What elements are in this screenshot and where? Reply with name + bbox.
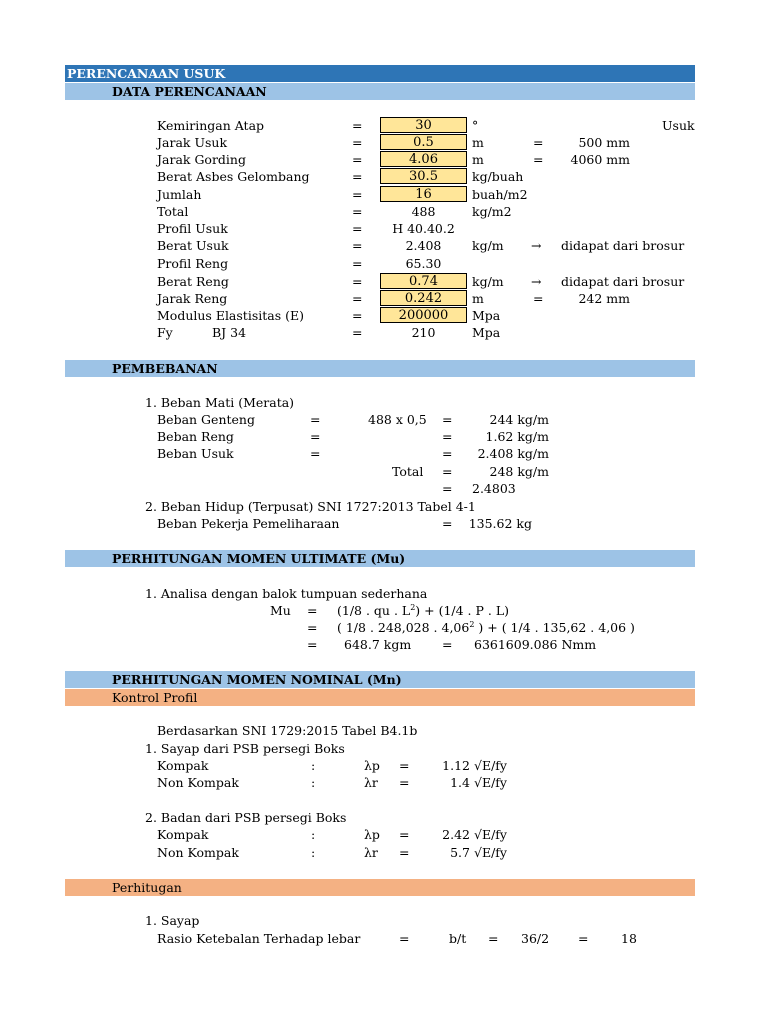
sqrt-efy: √E/fy [474,845,507,860]
value: 2.408 kg/m [477,446,549,461]
lambda-r: λr [364,845,378,860]
equals: = [352,135,363,150]
label: Berat Asbes Gelombang [157,169,310,184]
unit: kg/m [472,238,504,253]
equals: = [442,516,453,531]
equals: = [352,274,363,289]
berat-asbes-input[interactable]: 30.5 [380,168,467,184]
value: 1.4 [450,775,470,790]
equals: = [578,931,589,946]
label: Profil Usuk [157,221,228,236]
unit: kg/buah [472,169,524,184]
sayap-title: 1. Sayap dari PSB persegi Boks [145,741,345,756]
arrow-icon: → [531,274,542,289]
sqrt-efy: √E/fy [474,775,507,790]
total-label: Total [392,464,424,479]
value: 2.4803 [472,481,516,496]
conv: 500 mm [578,135,630,150]
equals: = [442,464,453,479]
label: Jarak Gording [157,152,246,167]
conv: 242 mm [578,291,630,306]
sayap-heading: 1. Sayap [145,913,200,928]
main-title-band [65,65,695,82]
label: Berat Usuk [157,238,229,253]
equals: = [533,152,544,167]
label: Jumlah [157,187,202,202]
equals: = [533,135,544,150]
label: Beban Usuk [157,446,234,461]
label: Beban Genteng [157,412,255,427]
equals: = [352,118,363,133]
mu-label: Mu [270,603,291,618]
analisa-title: 1. Analisa dengan balok tumpuan sederhana [145,586,428,601]
modulus-input[interactable]: 200000 [380,307,467,323]
berdasarkan-text: Berdasarkan SNI 1729:2015 Tabel B4.1b [157,723,418,738]
label: Jarak Usuk [157,135,228,150]
equals: = [352,169,363,184]
colon: : [311,845,316,860]
equals: = [352,204,363,219]
unit: kg/m [472,274,504,289]
sqrt-efy: √E/fy [474,758,507,773]
momen-ultimate-band [65,550,695,567]
usuk-label: Usuk [662,118,695,133]
label: Jarak Reng [157,291,228,306]
unit: Mpa [472,308,501,323]
value: 488 [411,204,436,219]
label: Fy [157,325,173,340]
value: 1.62 kg/m [485,429,549,444]
equals: = [307,637,318,652]
main-title: PERENCANAAN USUK [67,66,226,81]
equals: = [352,325,363,340]
label: Total [157,204,189,219]
equals: = [310,412,321,427]
data-perencanaan-band [65,83,695,100]
equals: = [399,827,410,842]
equals: = [352,221,363,236]
label: Beban Reng [157,429,234,444]
colon: : [311,827,316,842]
equals: = [399,775,410,790]
value: 1.12 [442,758,470,773]
unit: buah/m2 [472,187,528,202]
equals: = [488,931,499,946]
value: 2.408 [405,238,442,253]
conv: 4060 mm [570,152,630,167]
equals: = [352,308,363,323]
value: 135.62 kg [468,516,532,531]
label: Kemiringan Atap [157,118,265,133]
pembebanan-heading: PEMBEBANAN [112,361,218,376]
result: 18 [621,931,637,946]
equals: = [310,446,321,461]
unit: m [472,135,484,150]
unit: m [472,291,484,306]
value: 248 kg/m [489,464,549,479]
equals: = [442,429,453,444]
jumlah-input[interactable]: 16 [380,186,467,202]
pembebanan-band [65,360,695,377]
equals: = [442,481,453,496]
beban-mati-title: 1. Beban Mati (Merata) [145,395,295,410]
momen-nominal-band [65,671,695,688]
perhitungan-band [65,879,695,896]
equals: = [442,412,453,427]
label: Beban Pekerja Pemeliharaan [157,516,340,531]
bt: b/t [449,931,467,946]
colon: : [311,775,316,790]
value: 210 [411,325,436,340]
colon: : [311,758,316,773]
kemiringan-input[interactable]: 30 [380,117,467,133]
unit: kg/m2 [472,204,512,219]
unit: ° [472,118,479,133]
berat-reng-input[interactable]: 0.74 [380,273,467,289]
equals: = [307,603,318,618]
equals: = [352,187,363,202]
beban-hidup-title: 2. Beban Hidup (Terpusat) SNI 1727:2013 Tabel 4-1 [145,499,476,514]
momen-ultimate-heading: PERHITUNGAN MOMEN ULTIMATE (Mu) [112,551,406,566]
formula: ( 1/8 . 248,028 . 4,06$^2$ ) + ( 1/4 . 135,62 . 4,06 ) [337,619,635,635]
unit: Mpa [472,325,501,340]
formula: (1/8 . qu . $L^2) + (1/4$ . P . L) [337,602,510,618]
label: Rasio Ketebalan Terhadap lebar [157,931,361,946]
equals: = [533,291,544,306]
value: H 40.40.2 [392,221,455,236]
sub-label: BJ 34 [212,325,247,340]
equals: = [399,931,410,946]
data-perencanaan-heading: DATA PERENCANAAN [112,84,267,99]
equals: = [352,238,363,253]
jarak-usuk-input[interactable]: 0.5 [380,134,467,150]
unit: m [472,152,484,167]
equals: = [352,291,363,306]
calc: 488 x 0,5 [368,412,427,427]
jarak-reng-input[interactable]: 0.242 [380,290,467,306]
equals: = [310,429,321,444]
value: 2.42 [442,827,470,842]
equals: = [399,845,410,860]
result-nmm: 6361609.086 Nmm [474,637,597,652]
lambda-r: λr [364,775,378,790]
lambda-p: λp [364,827,380,842]
note: didapat dari brosur [561,274,685,289]
value: 5.7 [450,845,470,860]
arrow-icon: → [531,238,542,253]
label: Modulus Elastisitas (E) [157,308,304,323]
equals: = [442,637,453,652]
label: Kompak [157,758,209,773]
equals: = [399,758,410,773]
value: 65.30 [405,256,442,271]
equals: = [352,152,363,167]
value: 244 kg/m [489,412,549,427]
equals: = [352,256,363,271]
badan-title: 2. Badan dari PSB persegi Boks [145,810,347,825]
label: Kompak [157,827,209,842]
label: Berat Reng [157,274,229,289]
note: didapat dari brosur [561,238,685,253]
label: Non Kompak [157,845,239,860]
kontrol-profil-band [65,689,695,706]
lambda-p: λp [364,758,380,773]
equals: = [307,620,318,635]
jarak-gording-input[interactable]: 4.06 [380,151,467,167]
equals: = [442,446,453,461]
momen-nominal-heading: PERHITUNGAN MOMEN NOMINAL (Mn) [112,672,402,687]
kontrol-profil-heading: Kontrol Profil [112,690,198,705]
label: Non Kompak [157,775,239,790]
label: Profil Reng [157,256,229,271]
ratio: 36/2 [521,931,550,946]
sqrt-efy: √E/fy [474,827,507,842]
result-kgm: 648.7 kgm [344,637,412,652]
perhitungan-heading: Perhitugan [112,880,182,895]
